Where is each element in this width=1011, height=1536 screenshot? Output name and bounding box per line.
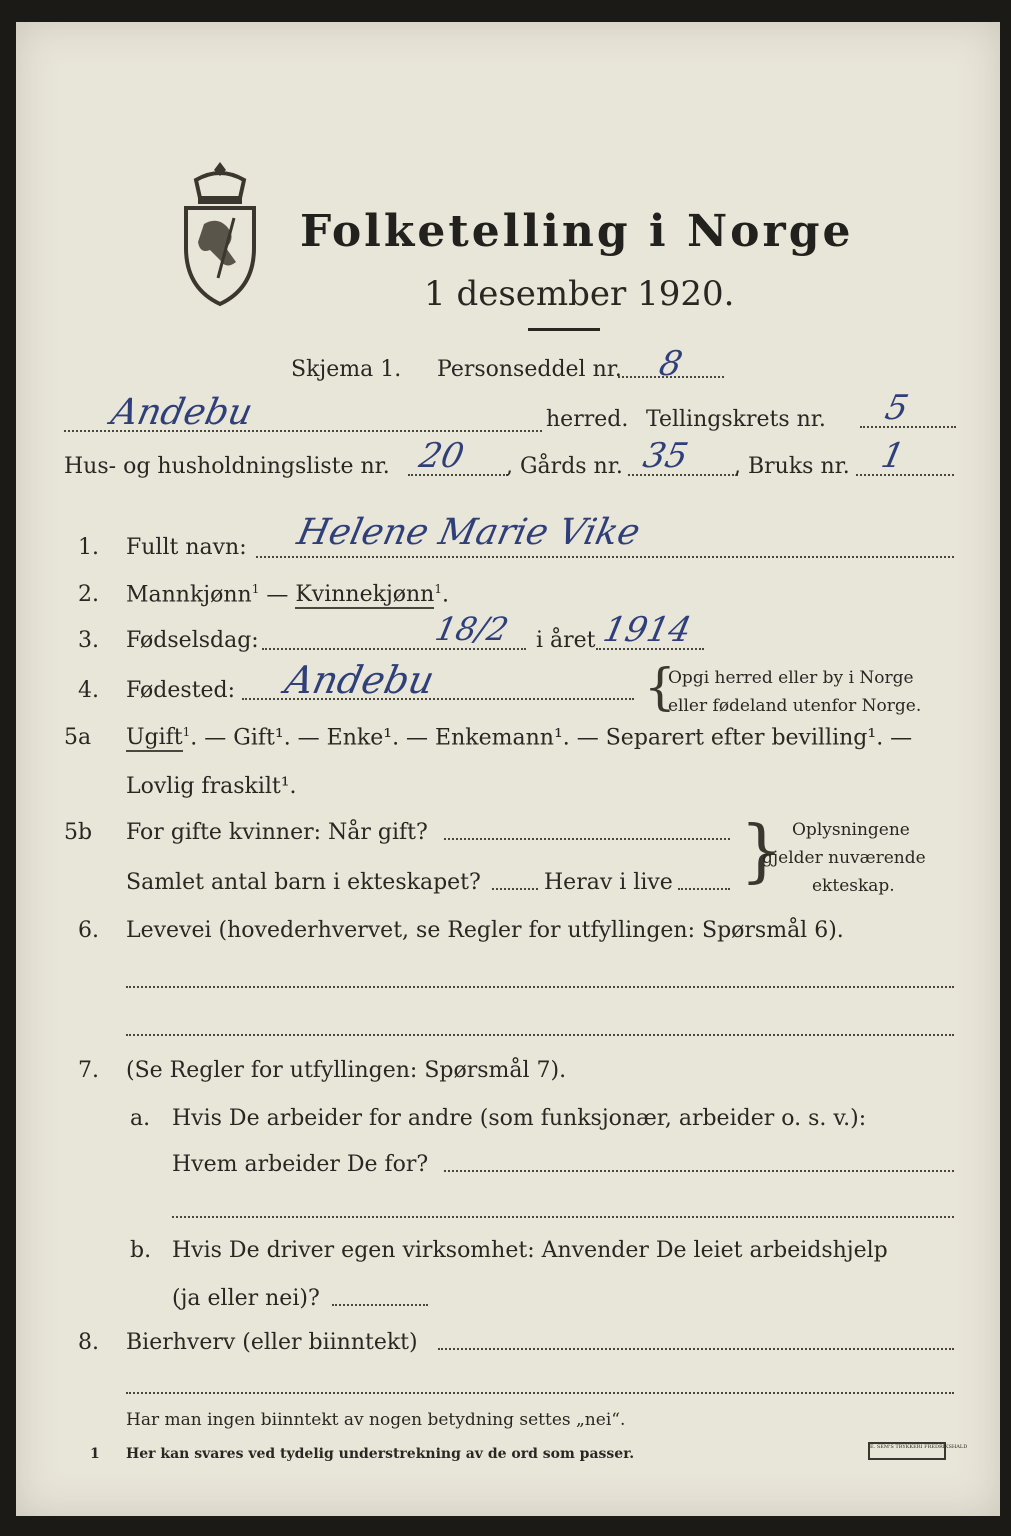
q8-label: Bierhverv (eller biinntekt): [126, 1330, 418, 1355]
herred-label: herred.: [546, 407, 629, 432]
q7a-line2: Hvem arbeider De for?: [172, 1152, 429, 1177]
q5b-number: 5b: [64, 820, 93, 845]
q4-number: 4.: [78, 678, 99, 703]
q2-sup-male: 1: [251, 582, 260, 596]
personseddel-label: Personseddel nr.: [437, 357, 622, 382]
q3-line: [262, 648, 526, 650]
q8-line: [438, 1348, 954, 1350]
q5a-line2: Lovlig fraskilt¹.: [126, 774, 297, 799]
q5b-herav: Herav i live: [544, 870, 673, 895]
census-date: 1 desember 1920.: [424, 274, 735, 314]
q2-sup-female: 1: [434, 582, 442, 596]
q3-year-label: i året: [536, 628, 596, 653]
q7-label: (Se Regler for utfyllingen: Spørsmål 7).: [126, 1058, 567, 1083]
q6-label: Levevei (hovederhvervet, se Regler for utfyllingen: Spørsmål 6).: [126, 918, 844, 943]
tellingskrets-line: [860, 426, 956, 428]
tellingskrets-value: 5: [881, 388, 912, 428]
q6-number: 6.: [78, 918, 99, 943]
q3-year-value: 1914: [599, 610, 695, 650]
herred-value: Andebu: [107, 392, 257, 433]
tellingskrets-label: Tellingskrets nr.: [646, 407, 826, 432]
q5b-note-2: gjelder nuværende: [762, 848, 926, 868]
q5a-number: 5a: [64, 725, 92, 750]
bruks-value: 1: [877, 436, 908, 476]
q2-end: .: [442, 582, 449, 608]
q2-number: 2.: [78, 582, 99, 607]
q1-number: 1.: [78, 535, 99, 560]
q6-line-2: [126, 1034, 954, 1036]
q5b-line2: Samlet antal barn i ekteskapet?: [126, 870, 481, 895]
q4-value: Andebu: [281, 658, 439, 702]
q4-brace: {: [644, 658, 676, 716]
q1-value: Helene Marie Vike: [293, 512, 644, 553]
q5b-note-3: ekteskap.: [812, 876, 895, 896]
q3-value: 18/2: [431, 610, 512, 648]
q2-female: Kvinnekjønn: [295, 582, 435, 608]
footnote: Her kan svares ved tydelig understrekning av de ord som passer.: [126, 1446, 635, 1462]
personseddel-value: 8: [655, 344, 686, 384]
q5a-ugift: Ugift: [126, 725, 183, 751]
q4-note-1: Opgi herred eller by i Norge: [668, 668, 914, 688]
q8-number: 8.: [78, 1330, 99, 1355]
q5b-brace: }: [740, 812, 784, 891]
q7b-line: [332, 1304, 428, 1306]
page-title: Folketelling i Norge: [300, 206, 854, 257]
q4-note-2: eller fødeland utenfor Norge.: [668, 696, 922, 716]
bruks-label: , Bruks nr.: [734, 454, 850, 479]
q7b-number: b.: [130, 1238, 152, 1263]
q5b-note-1: Oplysningene: [792, 820, 910, 840]
q5b-line1: For gifte kvinner: Når gift?: [126, 820, 428, 845]
q5b-alive-line: [678, 888, 730, 890]
q7-number: 7.: [78, 1058, 99, 1083]
q5b-married-line: [444, 838, 730, 840]
gards-value: 35: [639, 436, 692, 476]
q7a-line-extra: [172, 1216, 954, 1218]
q6-line-1: [126, 986, 954, 988]
q5a-options: [126, 725, 912, 750]
q1-line: [256, 556, 954, 558]
q3-number: 3.: [78, 628, 99, 653]
q1-label: Fullt navn:: [126, 535, 247, 560]
q5a-sup: 1: [182, 725, 191, 739]
q2-male: Mannkjønn: [126, 582, 252, 608]
q3-label: Fødselsdag:: [126, 628, 259, 653]
q4-label: Fødested:: [126, 678, 236, 703]
census-form-page: [16, 22, 1000, 1516]
bruks-line: [856, 474, 954, 476]
q5b-children-line: [492, 888, 538, 890]
hus-label: Hus- og husholdningsliste nr.: [64, 454, 390, 479]
q7a-number: a.: [130, 1106, 151, 1131]
q7b-line1: Hvis De driver egen virksomhet: Anvender De leiet arbeidshjelp: [172, 1238, 888, 1263]
norwegian-coat-of-arms-icon: [178, 158, 262, 306]
q2-separator: —: [259, 582, 296, 608]
q2-gender: [126, 582, 449, 607]
q7a-line1: Hvis De arbeider for andre (som funksjonær, arbeider o. s. v.):: [172, 1106, 867, 1131]
q7b-line2: (ja eller nei)?: [172, 1286, 320, 1311]
q5a-rest: . — Gift¹. — Enke¹. — Enkemann¹. — Separert efter bevilling¹. —: [190, 725, 913, 751]
skjema-label: Skjema 1.: [291, 357, 402, 382]
q7a-line: [444, 1170, 954, 1172]
q8-line-extra: [126, 1392, 954, 1394]
hus-value: 20: [415, 436, 468, 476]
divider: [528, 328, 600, 331]
footer-note: Har man ingen biinntekt av nogen betydning settes „nei“.: [126, 1410, 626, 1430]
footnote-mark: 1: [90, 1446, 100, 1462]
printer-stamp: E. SEM'S TRYKKERI FREDRIKSHALD: [868, 1442, 946, 1460]
gards-label: , Gårds nr.: [506, 454, 623, 479]
